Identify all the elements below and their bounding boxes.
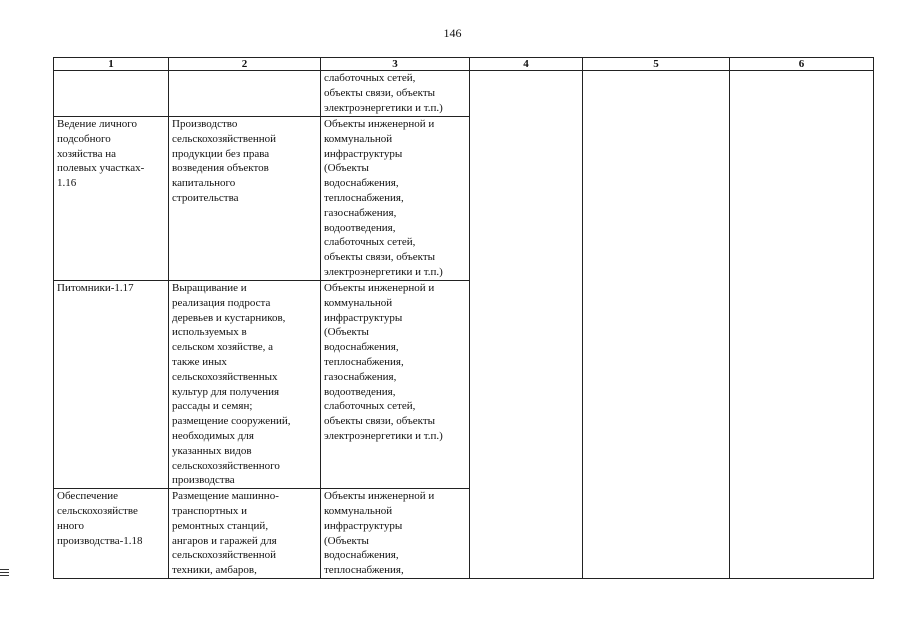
table-cell-use-description: Выращивание и реализация подроста деревьев и кустарников, используемых в сельском хозяйстве, а также иных сельскохозяйственных культур для получения рассады и семян; размещение сооружений, необходимых для указанных видов сельскохозяйственного производства [169,281,321,489]
table-cell-column-4 [470,71,583,579]
margin-binding-mark [0,569,9,578]
table-cell-use-name [54,71,169,117]
zoning-table [53,57,874,579]
table-cell-use-description: Размещение машинно- транспортных и ремонтных станций, ангаров и гаражей для сельскохозяйственной техники, амбаров, [169,489,321,579]
table-cell-column-6 [730,71,874,579]
table-header-row [54,58,874,71]
table-cell-use-name: Ведение личного подсобного хозяйства на полевых участках- 1.16 [54,117,169,281]
table-cell-auxiliary-uses: слаботочных сетей, объекты связи, объекты электроэнергетики и т.п.) [321,71,470,117]
page-number: 146 [443,26,462,40]
table-cell-column-5 [583,71,730,579]
column-header-6: 6 [730,58,874,71]
column-header-2: 2 [169,58,321,71]
table-row [54,71,874,117]
table-cell-auxiliary-uses: Объекты инженерной и коммунальной инфраструктуры (Объекты водоснабжения, теплоснабжения, газоснабжения, водоотведения, слаботочных сетей, объекты связи, объекты электроэнергетики и т.п.) [321,117,470,281]
table-cell-use-name: Обеспечение сельскохозяйстве нного производства-1.18 [54,489,169,579]
column-header-1: 1 [54,58,169,71]
table-cell-use-description [169,71,321,117]
table-cell-use-description: Производство сельскохозяйственной продукции без права возведения объектов капитального строительства [169,117,321,281]
table-cell-use-name: Питомники-1.17 [54,281,169,489]
column-header-3: 3 [321,58,470,71]
column-header-5: 5 [583,58,730,71]
table-cell-auxiliary-uses: Объекты инженерной и коммунальной инфраструктуры (Объекты водоснабжения, теплоснабжения, газоснабжения, водоотведения, слаботочных сетей, объекты связи, объекты электроэнергетики и т.п.) [321,281,470,489]
column-header-4: 4 [470,58,583,71]
table-cell-auxiliary-uses: Объекты инженерной и коммунальной инфраструктуры (Объекты водоснабжения, теплоснабжения, [321,489,470,579]
